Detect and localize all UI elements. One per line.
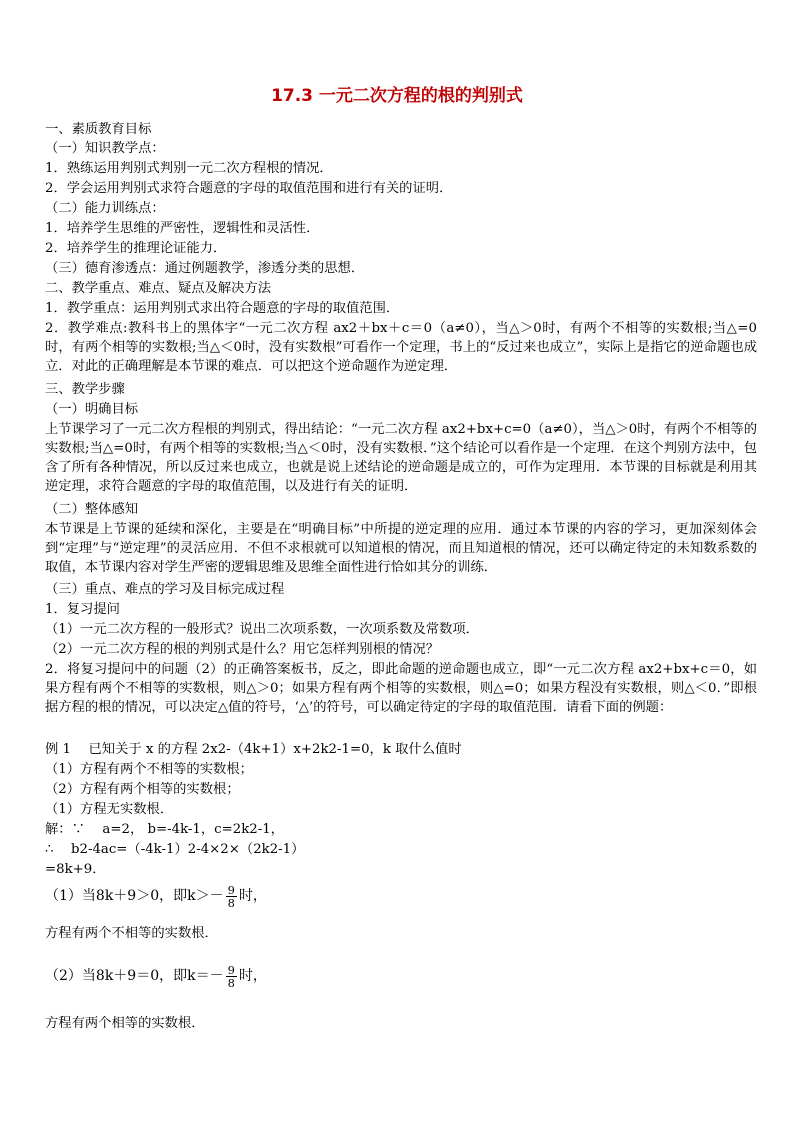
paragraph-difficulty: 2．教学难点:教科书上的黑体字“一元二次方程 ax2＋bx＋c＝0（a≠0），当△＞0时，有两个不相等的实数根;当△=0时，有两个相等的实数根;当△＜0时，没有实数根”可看作一个定理，书上的“反过来也成立”，实际上是指它的逆命题也成立．对此的正确理解是本节课的难点．可以把这个逆命题作为逆定理． <box>45 321 757 374</box>
example-part: （1）方程有两个不相等的实数根； <box>45 762 253 777</box>
solution-line: ∴ b2-4ac=（-4k-1）2-4×2×（2k2-1） <box>45 842 305 857</box>
subheading-knowledge: （一）知识教学点： <box>45 141 165 156</box>
example-part: （1）方程无实数根． <box>45 802 174 817</box>
list-item: （2）一元二次方程的根的判别式是什么？用它怎样判别根的情况？ <box>45 642 440 657</box>
paragraph-goal: 上节课学习了一元二次方程根的判别式，得出结论：“一元二次方程 ax2+bx+c=0（a≠0），当△＞0时，有两个不相等的实数根;当△=0时，有两个相等的实数根;当△＜0时，没有实数根．”这个结论可以看作是一个定理．在这个判别方法中，包含了所有各种情况，所以反过来也成立，也就是说上述结论的逆命题是成立的，可作为定理用．本节课的目标就是利用其逆定理，求符合题意的字母的取值范围，以及进行有关的证明． <box>45 422 757 494</box>
page-title: 17.3 一元二次方程的根的判别式 <box>271 86 523 106</box>
list-item: 1．复习提问 <box>45 602 120 617</box>
paragraph-overview: 本节课是上节课的延续和深化，主要是在“明确目标”中所提的逆定理的应用．通过本节课的内容的学习，更加深刻体会到“定理”与“逆定理”的灵活应用．不但不求根就可以知道根的情况，而且知道根的情况，还可以确定待定的未知数系数的取值，本节课内容对学生严密的逻辑思维及思维全面性进行恰如其分的训练． <box>45 522 757 575</box>
fraction-nine-eighths <box>226 884 237 909</box>
fraction-denominator: 8 <box>227 895 235 910</box>
example-statement: 例 1 已知关于 x 的方程 2x2-（4k+1）x+2k2-1=0，k 取什么值时 <box>45 742 462 757</box>
solution-line: 方程有两个不相等的实数根． <box>45 926 218 941</box>
solution-case-2 <box>45 962 757 990</box>
solution-line: =8k+9． <box>45 862 106 877</box>
subheading-moral: （三）德育渗透点：通过例题教学，渗透分类的思想． <box>45 261 365 276</box>
heading-3: 三、教学步骤 <box>45 382 125 397</box>
list-item: 1．培养学生思维的严密性，逻辑性和灵活性． <box>45 221 320 236</box>
list-item: （1）一元二次方程的一般形式？说出二次项系数，一次项系数及常数项． <box>45 622 479 637</box>
case-2-suffix: 时， <box>238 968 267 984</box>
subheading-process: （三）重点、难点的学习及目标完成过程 <box>45 582 285 597</box>
list-item: 2．学会运用判别式求符合题意的字母的取值范围和进行有关的证明． <box>45 181 453 196</box>
solution-line: 解：∵ a=2， b=-4k-1，c=2k2-1， <box>45 822 284 837</box>
subheading-ability: （二）能力训练点： <box>45 201 165 216</box>
solution-line: 方程有两个相等的实数根． <box>45 1016 205 1031</box>
case-2-text: （2）当8k＋9＝0，即k＝－ <box>45 968 224 984</box>
fraction-numerator: 9 <box>227 882 235 897</box>
example-part: （2）方程有两个相等的实数根； <box>45 782 240 797</box>
list-item: 1．教学重点：运用判别式求出符合题意的字母的取值范围． <box>45 301 400 316</box>
subheading-overview: （二）整体感知 <box>45 502 139 517</box>
paragraph-review: 2．将复习提问中的问题（2）的正确答案板书，反之，即此命题的逆命题也成立，即“一元二次方程 ax2+bx+c＝0，如果方程有两个不相等的实数根，则△＞0；如果方程有两个相等的实数根，则△=0；如果方程没有实数根，则△＜0．”即根据方程的根的情况，可以决定△值的符号，‘△’的符号，可以确定待定的字母的取值范围．请看下面的例题： <box>45 662 757 715</box>
case-1-suffix: 时， <box>238 888 267 904</box>
fraction-denominator: 8 <box>227 975 235 990</box>
fraction-nine-eighths <box>226 964 237 989</box>
heading-1: 一、素质教育目标 <box>45 122 152 137</box>
fraction-numerator: 9 <box>227 962 235 977</box>
list-item: 1．熟练运用判别式判别一元二次方程根的情况． <box>45 161 333 176</box>
list-item: 2．培养学生的推理论证能力． <box>45 241 227 256</box>
subheading-goal: （一）明确目标 <box>45 402 139 417</box>
solution-case-1 <box>45 882 757 910</box>
case-1-text: （1）当8k＋9＞0，即k＞－ <box>45 888 224 904</box>
heading-2: 二、教学重点、难点、疑点及解决方法 <box>45 281 272 296</box>
